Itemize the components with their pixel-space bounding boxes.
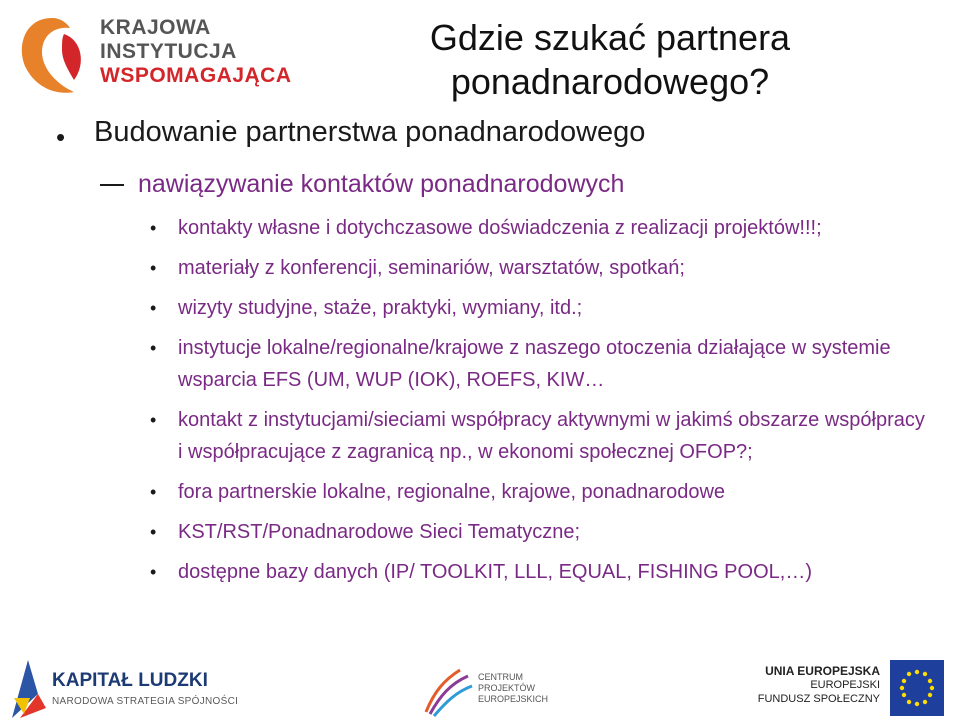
- eu-line-1: UNIA EUROPEJSKA: [765, 664, 880, 678]
- kapital-ludzki-star-icon: [8, 658, 48, 722]
- list-item: • materiały z konferencji, seminariów, warsztatów, spotkań;: [150, 252, 930, 284]
- cpe-swirl-icon: [420, 662, 476, 718]
- list-item: • kontakt z instytucjami/sieciami współpracy aktywnymi w jakimś obszarze współpracy i współpracujące z zagranicą np., w ekonomi społecznej OFOP?;: [150, 404, 930, 468]
- bullet-dot-icon: •: [150, 218, 157, 238]
- bullet-dot-icon: •: [150, 562, 157, 582]
- kapital-ludzki-title: KAPITAŁ LUDZKI: [52, 670, 208, 691]
- list-item: • wizyty studyjne, staże, praktyki, wymiany, itd.;: [150, 292, 930, 324]
- cpe-logo: [420, 662, 560, 722]
- eu-logo: [700, 660, 950, 724]
- bullet-dot-icon: •: [56, 122, 66, 152]
- list-item: • fora partnerskie lokalne, regionalne, krajowe, ponadnarodowe: [150, 476, 930, 508]
- slide-title: Gdzie szukać partnera ponadnarodowego?: [429, 17, 791, 102]
- bullet-dot-icon: •: [150, 482, 157, 502]
- level2-bullet: [100, 170, 624, 199]
- kapital-ludzki-logo: [8, 656, 248, 726]
- dash-icon: [100, 184, 124, 186]
- level1-text: Budowanie partnerstwa ponadnarodowego: [94, 116, 646, 148]
- logo-line-3: WSPOMAGAJĄCA: [100, 64, 292, 87]
- bullet-dot-icon: •: [150, 338, 157, 358]
- cpe-line-2: EUROPEJSKICH: [478, 694, 549, 704]
- bullet-dot-icon: •: [150, 298, 157, 318]
- kiw-logo-mark-icon: [12, 10, 92, 100]
- list-item: • instytucje lokalne/regionalne/krajowe z naszego otoczenia działające w systemie wsparcia EFS (UM, WUP (IOK), ROEFS, KIW…: [150, 332, 930, 396]
- kiw-logo: [12, 10, 312, 100]
- bullet-list: [150, 212, 930, 588]
- level2-text: nawiązywanie kontaktów ponadnarodowych: [138, 170, 625, 198]
- bullet-dot-icon: •: [150, 410, 157, 430]
- list-item: • dostępne bazy danych (IP/ TOOLKIT, LLL, EQUAL, FISHING POOL,…): [150, 556, 930, 588]
- eu-line-3: FUNDUSZ SPOŁECZNY: [757, 693, 880, 705]
- eu-line-2: EUROPEJSKI: [810, 679, 880, 691]
- cpe-line-1: CENTRUM PROJEKTÓW: [478, 672, 536, 693]
- kapital-ludzki-subtitle: NARODOWA STRATEGIA SPÓJNOŚCI: [52, 696, 239, 707]
- logo-line-1: KRAJOWA: [100, 16, 211, 39]
- eu-flag-icon: [890, 660, 944, 716]
- footer-logos: [0, 654, 960, 726]
- bullet-dot-icon: •: [150, 258, 157, 278]
- list-item: • kontakty własne i dotychczasowe doświadczenia z realizacji projektów!!!;: [150, 212, 930, 244]
- bullet-dot-icon: •: [150, 522, 157, 542]
- list-item: • KST/RST/Ponadnarodowe Sieci Tematyczne;: [150, 516, 930, 548]
- logo-line-2: INSTYTUCJA: [100, 40, 237, 63]
